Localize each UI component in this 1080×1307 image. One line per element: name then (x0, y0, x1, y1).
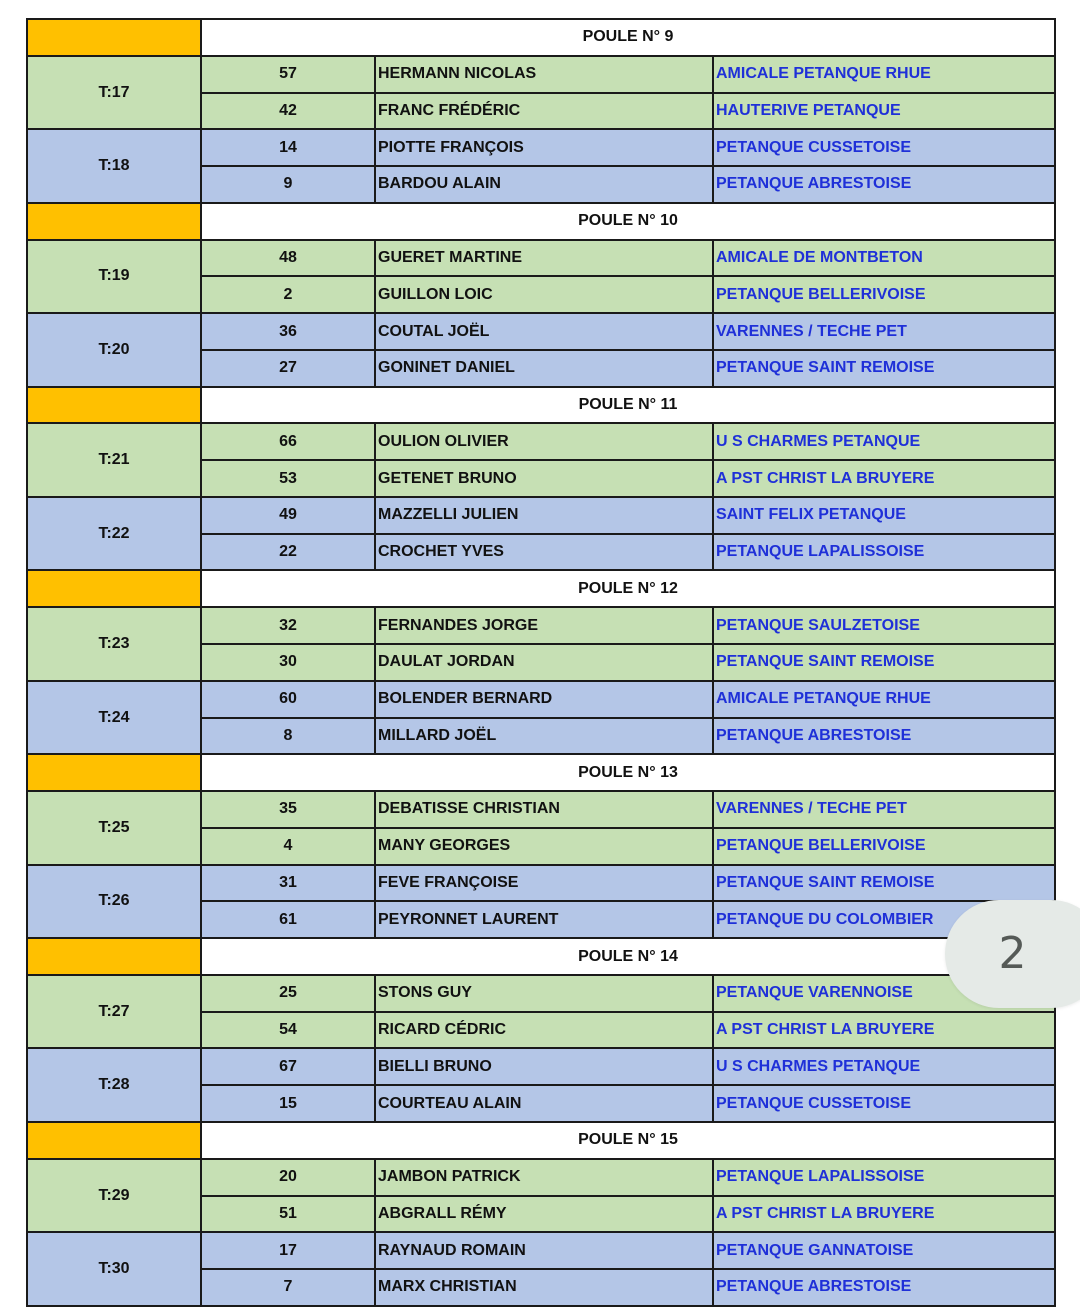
player-number: 60 (201, 681, 375, 718)
player-row (27, 681, 1055, 718)
club-name: A PST CHRIST LA BRUYERE (713, 1196, 1055, 1233)
poule-title: POULE N° 14 (201, 938, 1055, 975)
player-name: GUILLON LOIC (375, 276, 713, 313)
table-number: T:19 (27, 240, 201, 314)
poule-header-row (27, 938, 1055, 975)
player-name: ABGRALL RÉMY (375, 1196, 713, 1233)
club-name: PETANQUE SAINT REMOISE (713, 350, 1055, 387)
player-row (27, 1232, 1055, 1269)
poule-title: POULE N° 15 (201, 1122, 1055, 1159)
player-number: 49 (201, 497, 375, 534)
player-row (27, 1048, 1055, 1085)
player-row (27, 865, 1055, 902)
player-number: 53 (201, 460, 375, 497)
table-number: T:30 (27, 1232, 201, 1306)
club-name: AMICALE DE MONTBETON (713, 240, 1055, 277)
poule-marker-cell (27, 938, 201, 975)
club-name: PETANQUE SAINT REMOISE (713, 865, 1055, 902)
poule-title: POULE N° 10 (201, 203, 1055, 240)
poule-marker-cell (27, 203, 201, 240)
club-name: PETANQUE SAULZETOISE (713, 607, 1055, 644)
pool-draw-table (26, 18, 1056, 1307)
club-name: PETANQUE BELLERIVOISE (713, 276, 1055, 313)
player-name: RICARD CÉDRIC (375, 1012, 713, 1049)
table-number: T:29 (27, 1159, 201, 1233)
page-number-badge[interactable] (945, 900, 1080, 1008)
poule-title: POULE N° 13 (201, 754, 1055, 791)
club-name: PETANQUE CUSSETOISE (713, 129, 1055, 166)
poule-marker-cell (27, 387, 201, 424)
player-row (27, 313, 1055, 350)
poule-title: POULE N° 11 (201, 387, 1055, 424)
club-name: PETANQUE LAPALISSOISE (713, 1159, 1055, 1196)
player-number: 67 (201, 1048, 375, 1085)
player-number: 48 (201, 240, 375, 277)
player-name: MANY GEORGES (375, 828, 713, 865)
pool-draw-body (27, 19, 1055, 1306)
player-number: 22 (201, 534, 375, 571)
poule-marker-cell (27, 754, 201, 791)
table-number: T:23 (27, 607, 201, 681)
player-name: DEBATISSE CHRISTIAN (375, 791, 713, 828)
player-number: 32 (201, 607, 375, 644)
club-name: PETANQUE ABRESTOISE (713, 718, 1055, 755)
club-name: PETANQUE VARENNOISE (713, 975, 1055, 1012)
player-name: BARDOU ALAIN (375, 166, 713, 203)
poule-header-row (27, 570, 1055, 607)
player-name: COURTEAU ALAIN (375, 1085, 713, 1122)
player-number: 7 (201, 1269, 375, 1306)
player-name: GONINET DANIEL (375, 350, 713, 387)
table-number: T:27 (27, 975, 201, 1049)
player-name: RAYNAUD ROMAIN (375, 1232, 713, 1269)
player-number: 9 (201, 166, 375, 203)
player-number: 8 (201, 718, 375, 755)
player-number: 54 (201, 1012, 375, 1049)
player-name: STONS GUY (375, 975, 713, 1012)
poule-header-row (27, 387, 1055, 424)
club-name: A PST CHRIST LA BRUYERE (713, 460, 1055, 497)
poule-header-row (27, 754, 1055, 791)
player-number: 31 (201, 865, 375, 902)
player-row (27, 240, 1055, 277)
player-name: COUTAL JOËL (375, 313, 713, 350)
player-name: JAMBON PATRICK (375, 1159, 713, 1196)
club-name: PETANQUE SAINT REMOISE (713, 644, 1055, 681)
player-name: BIELLI BRUNO (375, 1048, 713, 1085)
player-number: 17 (201, 1232, 375, 1269)
player-number: 51 (201, 1196, 375, 1233)
table-number: T:28 (27, 1048, 201, 1122)
player-row (27, 129, 1055, 166)
club-name: U S CHARMES PETANQUE (713, 423, 1055, 460)
player-name: FEVE FRANÇOISE (375, 865, 713, 902)
player-number: 35 (201, 791, 375, 828)
table-number: T:26 (27, 865, 201, 939)
player-name: MARX CHRISTIAN (375, 1269, 713, 1306)
poule-marker-cell (27, 570, 201, 607)
player-row (27, 607, 1055, 644)
club-name: AMICALE PETANQUE RHUE (713, 56, 1055, 93)
player-row (27, 497, 1055, 534)
player-name: FRANC FRÉDÉRIC (375, 93, 713, 130)
table-number: T:18 (27, 129, 201, 203)
club-name: VARENNES / TECHE PET (713, 791, 1055, 828)
club-name: PETANQUE CUSSETOISE (713, 1085, 1055, 1122)
club-name: VARENNES / TECHE PET (713, 313, 1055, 350)
page-number: 2 (998, 928, 1027, 979)
player-number: 20 (201, 1159, 375, 1196)
player-number: 57 (201, 56, 375, 93)
player-row (27, 56, 1055, 93)
table-number: T:20 (27, 313, 201, 387)
club-name: AMICALE PETANQUE RHUE (713, 681, 1055, 718)
player-number: 66 (201, 423, 375, 460)
player-number: 14 (201, 129, 375, 166)
player-row (27, 975, 1055, 1012)
club-name: PETANQUE ABRESTOISE (713, 166, 1055, 203)
poule-header-row (27, 19, 1055, 56)
player-number: 25 (201, 975, 375, 1012)
player-number: 61 (201, 901, 375, 938)
table-number: T:17 (27, 56, 201, 130)
player-name: DAULAT JORDAN (375, 644, 713, 681)
club-name: PETANQUE ABRESTOISE (713, 1269, 1055, 1306)
club-name: PETANQUE BELLERIVOISE (713, 828, 1055, 865)
club-name: PETANQUE DU COLOMBIER (713, 901, 1055, 938)
player-name: FERNANDES JORGE (375, 607, 713, 644)
poule-header-row (27, 1122, 1055, 1159)
club-name: PETANQUE GANNATOISE (713, 1232, 1055, 1269)
player-name: MILLARD JOËL (375, 718, 713, 755)
club-name: A PST CHRIST LA BRUYERE (713, 1012, 1055, 1049)
poule-header-row (27, 203, 1055, 240)
poule-marker-cell (27, 1122, 201, 1159)
player-number: 15 (201, 1085, 375, 1122)
player-row (27, 791, 1055, 828)
player-row (27, 1159, 1055, 1196)
club-name: HAUTERIVE PETANQUE (713, 93, 1055, 130)
table-number: T:24 (27, 681, 201, 755)
player-name: OULION OLIVIER (375, 423, 713, 460)
club-name: U S CHARMES PETANQUE (713, 1048, 1055, 1085)
player-number: 4 (201, 828, 375, 865)
poule-marker-cell (27, 19, 201, 56)
player-name: PIOTTE FRANÇOIS (375, 129, 713, 166)
table-number: T:22 (27, 497, 201, 571)
player-name: HERMANN NICOLAS (375, 56, 713, 93)
player-name: BOLENDER BERNARD (375, 681, 713, 718)
player-name: GETENET BRUNO (375, 460, 713, 497)
player-name: MAZZELLI JULIEN (375, 497, 713, 534)
poule-title: POULE N° 9 (201, 19, 1055, 56)
player-number: 27 (201, 350, 375, 387)
player-name: GUERET MARTINE (375, 240, 713, 277)
player-name: CROCHET YVES (375, 534, 713, 571)
player-number: 30 (201, 644, 375, 681)
club-name: SAINT FELIX PETANQUE (713, 497, 1055, 534)
table-number: T:21 (27, 423, 201, 497)
player-number: 36 (201, 313, 375, 350)
club-name: PETANQUE LAPALISSOISE (713, 534, 1055, 571)
poule-title: POULE N° 12 (201, 570, 1055, 607)
player-row (27, 423, 1055, 460)
player-number: 2 (201, 276, 375, 313)
player-number: 42 (201, 93, 375, 130)
player-name: PEYRONNET LAURENT (375, 901, 713, 938)
table-number: T:25 (27, 791, 201, 865)
